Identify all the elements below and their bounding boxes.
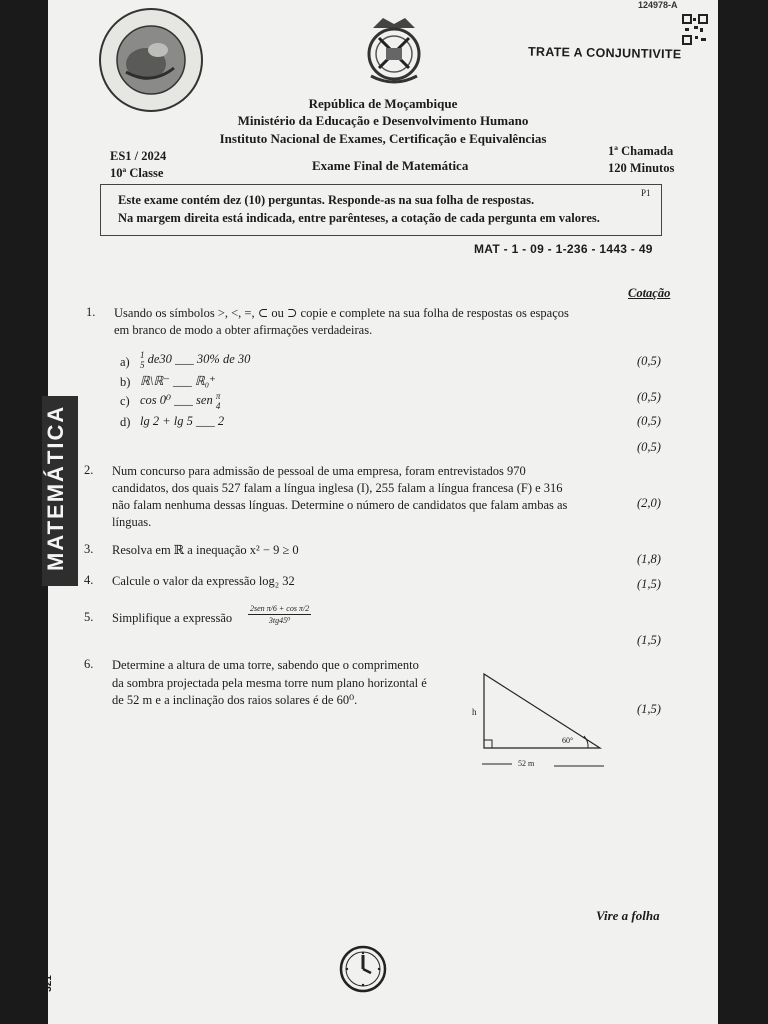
q1d-score: (0,5) xyxy=(637,440,661,454)
tower-shadow-diagram xyxy=(472,668,612,774)
q4-text: Calcule o valor da expressão log₂ 32 xyxy=(112,574,295,588)
q1c-expression-text: cos 0⁰ ___ sen xyxy=(140,392,213,407)
q1a-expression xyxy=(140,350,250,370)
exam-paper xyxy=(42,0,718,1024)
mozambique-emblem xyxy=(361,14,427,86)
q5-denominator: 3tg45⁰ xyxy=(268,616,291,625)
q6-number: 6. xyxy=(84,657,94,671)
q2-score: (2,0) xyxy=(637,496,661,510)
page-number: 321 xyxy=(42,975,54,992)
q2-text-line-3: não falam nenhuma dessas línguas. Determine o número de candidatos que falam ambas as xyxy=(112,498,568,512)
q6-text-line-3: de 52 m e a inclinação dos raios solares é de 60⁰. xyxy=(112,693,358,707)
instructions-box xyxy=(100,184,662,236)
q2-number: 2. xyxy=(84,463,94,477)
fraction-one-fifth: 1 5 xyxy=(140,350,145,370)
chamada-label: 1ª Chamada xyxy=(608,144,674,158)
serial-number: 124978-A xyxy=(638,0,678,10)
q5-score: (1,5) xyxy=(637,633,661,647)
q3-text: Resolva em ℝ a inequação x² − 9 ≥ 0 xyxy=(112,543,299,557)
trate-a-conjuntivite: TRATE A CONJUNTIVITE xyxy=(527,44,682,62)
q6-text-line-1: Determine a altura de uma torre, sabendo que o comprimento xyxy=(112,658,419,672)
exam-title: Exame Final de Matemática xyxy=(312,158,469,173)
q1c-score: (0,5) xyxy=(637,414,661,428)
q6-score: (1,5) xyxy=(637,702,661,716)
q1b-label: b) xyxy=(120,375,131,389)
page-mark: P1 xyxy=(641,188,651,198)
diagram-base-label: 52 m xyxy=(518,759,535,768)
q3-score: (1,8) xyxy=(637,552,661,566)
subject-sidebar-label: MATEMÁTICA xyxy=(43,404,68,571)
q4-number: 4. xyxy=(84,573,94,587)
diagram-height-label: h xyxy=(472,707,477,717)
exam-call xyxy=(608,143,674,177)
q1d-label: d) xyxy=(120,415,131,429)
instruction-line-2: Na margem direita está indicada, entre parênteses, a cotação de cada pergunta em valores. xyxy=(118,211,600,225)
institute-heading: Instituto Nacional de Exames, Certificação e Equivalências xyxy=(219,131,547,146)
instruction-line-1: Este exame contém dez (10) perguntas. Responde-as na sua folha de respostas. xyxy=(118,193,535,207)
q1c-expression xyxy=(140,391,220,411)
es-code: ES1 / 2024 xyxy=(110,149,167,163)
diagram-angle-label: 60° xyxy=(562,736,574,745)
turn-page-note: Vire a folha xyxy=(596,908,660,923)
exam-session xyxy=(110,148,166,182)
class-level: 10ª Classe xyxy=(110,166,164,180)
q2-text-line-1: Num concurso para admissão de pessoal de uma empresa, foram entrevistados 970 xyxy=(112,464,526,478)
qr-code-icon xyxy=(682,14,708,46)
q1a-label: a) xyxy=(120,355,130,369)
q1a-score: (0,5) xyxy=(637,354,661,368)
q1-number: 1. xyxy=(86,305,96,319)
q1c-label: c) xyxy=(120,394,130,408)
q6-text-line-2: da sombra projectada pela mesma torre num plano horizontal é xyxy=(112,676,427,690)
clock-icon xyxy=(338,944,388,994)
exam-code: MAT - 1 - 09 - 1-236 - 1443 - 49 xyxy=(474,242,653,256)
q5-number: 5. xyxy=(84,610,94,624)
q5-fraction xyxy=(248,603,311,626)
q3-number: 3. xyxy=(84,542,94,556)
q1d-expression: lg 2 + lg 5 ___ 2 xyxy=(140,414,225,428)
q5-numerator: 2sen π/6 + cos π/2 xyxy=(250,604,310,613)
q1a-expression-text: de30 ___ 30% de 30 xyxy=(147,351,251,366)
fraction-pi-over-4: π 4 xyxy=(215,391,221,411)
ministry-heading: Ministério da Educação e Desenvolvimento Humano xyxy=(237,113,529,128)
q1b-score: (0,5) xyxy=(637,390,661,404)
republic-heading: República de Moçambique xyxy=(308,96,458,111)
q1-text-line-1: Usando os símbolos >, <, =, ⊂ ou ⊃ copie e complete na sua folha de respostas os espaços xyxy=(114,306,569,320)
q1b-expression: ℝ\ℝ⁻ ___ ℝ₀⁺ xyxy=(140,374,216,388)
q5-text: Simplifique a expressão xyxy=(112,611,233,625)
q1-text-line-2: em branco de modo a obter afirmações verdadeiras. xyxy=(114,323,373,337)
q2-text-line-2: candidatos, dos quais 527 falam a língua inglesa (I), 255 falam a língua francesa (F) e 316 xyxy=(112,481,563,495)
cotacao-header: Cotação xyxy=(628,286,671,300)
q2-text-line-4: línguas. xyxy=(112,515,152,529)
q4-score: (1,5) xyxy=(637,577,661,591)
duration-label: 120 Minutos xyxy=(608,161,675,175)
